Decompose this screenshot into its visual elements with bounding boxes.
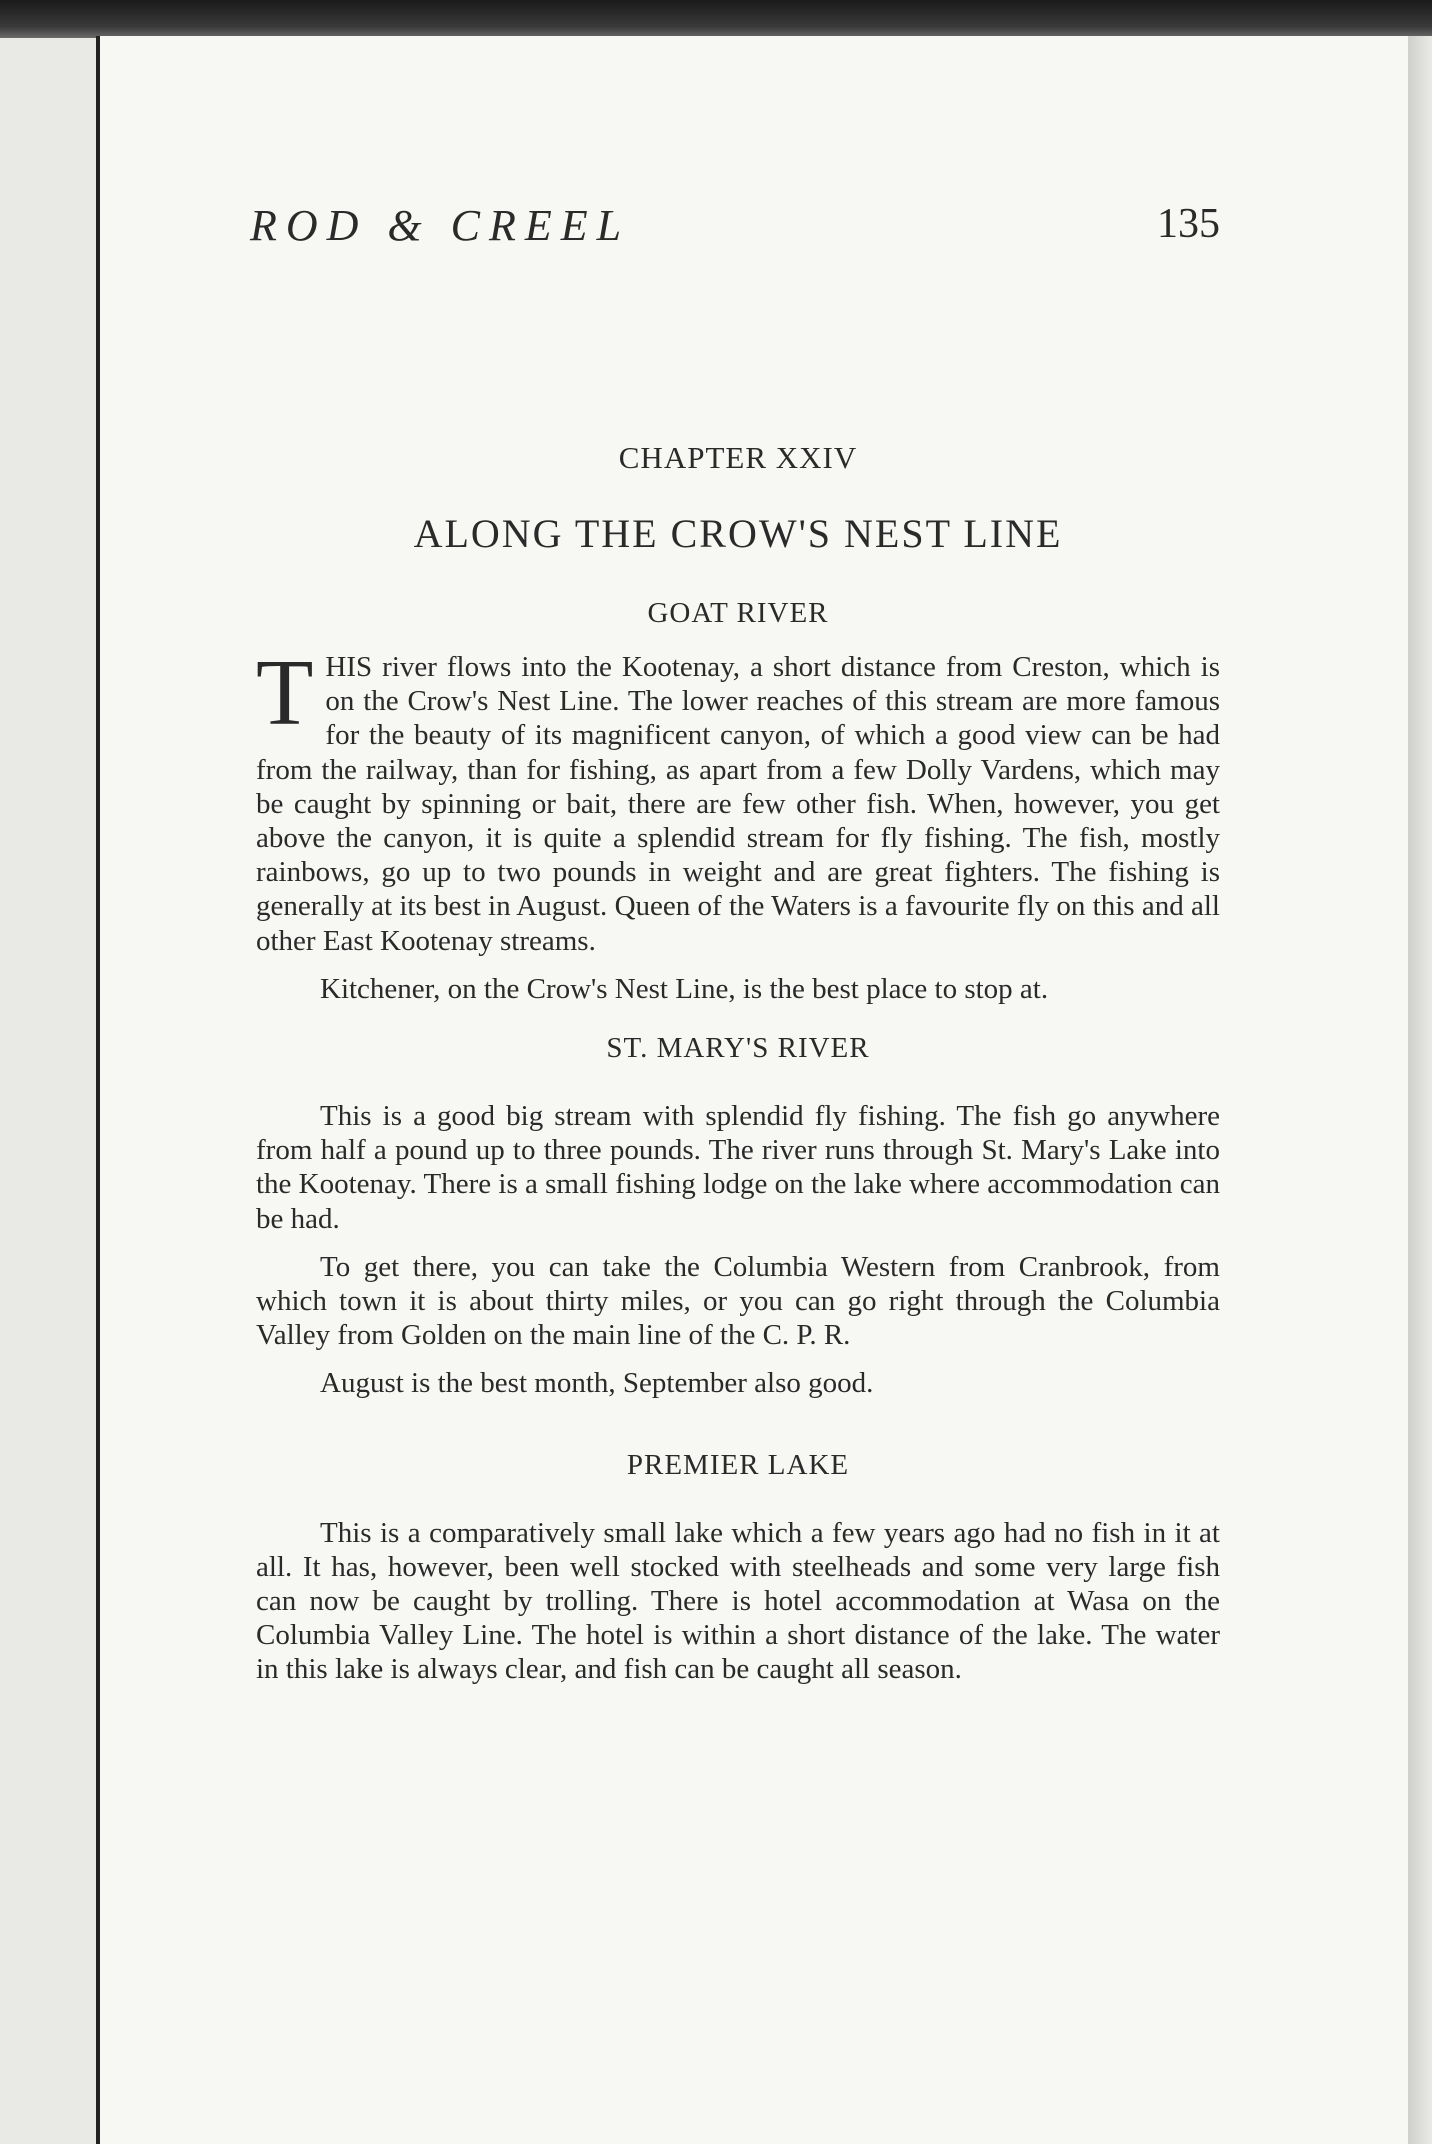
running-title: ROD & CREEL bbox=[250, 201, 631, 250]
premier-lake-paragraph-1: This is a comparatively small lake which a few years ago had no fish in it at all. It has, however, been well stocked with steelheads and some very large fish can now be caught by trolling. There is hotel accommodation at Wasa on the Columbia Valley Line. The hotel is within a short distance of the lake. The water in this lake is always clear, and fish can be caught all season. bbox=[256, 1516, 1220, 1686]
page-binding-edge bbox=[96, 36, 100, 2144]
section-heading-st-marys-river: ST. MARY'S RIVER bbox=[606, 1032, 870, 1065]
section-heading-goat-river: GOAT RIVER bbox=[647, 597, 829, 629]
st-marys-river-paragraph-3: August is the best month, September also good. bbox=[320, 1367, 874, 1400]
page-right-edge bbox=[1408, 36, 1432, 2144]
st-marys-river-paragraph-2: To get there, you can take the Columbia Western from Cranbrook, from which town it is about thirty miles, or you can go right through the Columbia Valley from Golden on the main line of the C. P. R. bbox=[256, 1250, 1220, 1352]
scan-top-edge bbox=[0, 0, 1432, 38]
goat-river-paragraph-1 bbox=[256, 641, 1220, 958]
page-number: 135 bbox=[1157, 201, 1220, 247]
running-head bbox=[250, 200, 1220, 260]
drop-cap: T bbox=[256, 641, 314, 745]
st-marys-river-paragraph-1: This is a good big stream with splendid fly fishing. The fish go anywhere from half a pound up to three pounds. The river runs through St. Mary's Lake into the Kootenay. There is a small fishing lodge on the lake where accommodation can be had. bbox=[256, 1100, 1220, 1235]
chapter-number: CHAPTER XXIV bbox=[618, 440, 858, 475]
goat-river-paragraph-1-text: HIS river flows into the Kootenay, a short distance from Creston, which is on the Crow's Nest Line. The lower reaches of this stream are more famous for the beauty of its magnificent canyon, of which a good view can be had from the railway, than for fishing, as apart from a few Dolly Vardens, which may be caught by spinning or bait, there are few other fish. When, however, you get above the canyon, it is quite a splendid stream for fly fishing. The fish, mostly rainbows, go up to two pounds in weight and are great fighters. The fishing is generally at its best in August. Queen of the Waters is a favourite fly on this and all other East Kootenay streams. bbox=[256, 651, 1220, 957]
section-heading-premier-lake: PREMIER LAKE bbox=[626, 1448, 850, 1481]
chapter-title: ALONG THE CROW'S NEST LINE bbox=[413, 511, 1063, 556]
chapter-body bbox=[256, 440, 1220, 1687]
goat-river-paragraph-2: Kitchener, on the Crow's Nest Line, is the best place to stop at. bbox=[320, 972, 1049, 1005]
